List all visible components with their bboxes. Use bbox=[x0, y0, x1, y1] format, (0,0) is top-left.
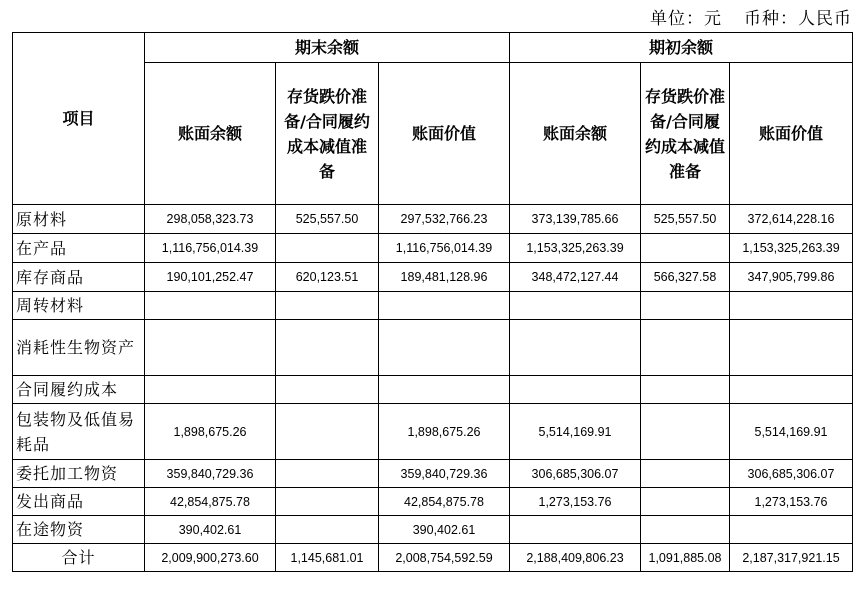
header-end-provision: 存货跌价准备/合同履约成本减值准备 bbox=[276, 63, 379, 205]
table-row bbox=[13, 376, 853, 404]
table-cell bbox=[641, 404, 730, 460]
inventory-table bbox=[12, 32, 853, 572]
header-begin-balance: 期初余额 bbox=[510, 33, 853, 63]
table-cell bbox=[730, 516, 853, 544]
table-cell bbox=[641, 460, 730, 488]
header-begin-book-value: 账面价值 bbox=[730, 63, 853, 205]
table-cell bbox=[730, 320, 853, 376]
table-cell bbox=[510, 292, 641, 320]
table-cell bbox=[276, 234, 379, 263]
header-begin-provision: 存货跌价准备/合同履约成本减值准备 bbox=[641, 63, 730, 205]
table-cell: 1,116,756,014.39 bbox=[379, 234, 510, 263]
table-cell bbox=[379, 292, 510, 320]
table-cell bbox=[730, 376, 853, 404]
table-cell: 42,854,875.78 bbox=[145, 488, 276, 516]
table-cell: 390,402.61 bbox=[145, 516, 276, 544]
table-cell: 190,101,252.47 bbox=[145, 263, 276, 292]
table-cell bbox=[145, 376, 276, 404]
table-row bbox=[13, 292, 853, 320]
table-cell: 1,153,325,263.39 bbox=[510, 234, 641, 263]
table-cell bbox=[641, 376, 730, 404]
table-cell bbox=[641, 516, 730, 544]
table-cell bbox=[276, 460, 379, 488]
row-label: 库存商品 bbox=[13, 263, 145, 292]
table-cell: 1,091,885.08 bbox=[641, 544, 730, 572]
table-cell: 1,273,153.76 bbox=[730, 488, 853, 516]
header-begin-book-balance: 账面余额 bbox=[510, 63, 641, 205]
table-cell: 297,532,766.23 bbox=[379, 205, 510, 234]
table-row bbox=[13, 205, 853, 234]
table-row bbox=[13, 488, 853, 516]
header-end-book-value: 账面价值 bbox=[379, 63, 510, 205]
table-cell: 359,840,729.36 bbox=[379, 460, 510, 488]
table-cell bbox=[510, 516, 641, 544]
row-label: 在途物资 bbox=[13, 516, 145, 544]
table-row bbox=[13, 516, 853, 544]
table-cell: 2,187,317,921.15 bbox=[730, 544, 853, 572]
table-cell: 5,514,169.91 bbox=[730, 404, 853, 460]
table-cell bbox=[276, 320, 379, 376]
row-label: 委托加工物资 bbox=[13, 460, 145, 488]
table-cell: 359,840,729.36 bbox=[145, 460, 276, 488]
unit-currency-line bbox=[0, 4, 852, 29]
table-cell bbox=[510, 320, 641, 376]
table-cell bbox=[641, 292, 730, 320]
row-label: 在产品 bbox=[13, 234, 145, 263]
table-row bbox=[13, 263, 853, 292]
table-cell bbox=[145, 320, 276, 376]
table-cell: 42,854,875.78 bbox=[379, 488, 510, 516]
row-label: 原材料 bbox=[13, 205, 145, 234]
table-cell: 189,481,128.96 bbox=[379, 263, 510, 292]
header-item: 项目 bbox=[13, 33, 145, 205]
table-row bbox=[13, 404, 853, 460]
table-cell: 620,123.51 bbox=[276, 263, 379, 292]
table-cell bbox=[730, 292, 853, 320]
table-cell: 306,685,306.07 bbox=[730, 460, 853, 488]
table-cell bbox=[641, 234, 730, 263]
row-label: 消耗性生物资产 bbox=[13, 320, 145, 376]
table-cell bbox=[276, 488, 379, 516]
table-cell: 1,145,681.01 bbox=[276, 544, 379, 572]
table-cell: 525,557.50 bbox=[641, 205, 730, 234]
table-row bbox=[13, 460, 853, 488]
table-cell: 372,614,228.16 bbox=[730, 205, 853, 234]
table-row bbox=[13, 320, 853, 376]
currency-label: 币种：人民币 bbox=[744, 9, 852, 29]
table-cell bbox=[379, 376, 510, 404]
table-cell: 347,905,799.86 bbox=[730, 263, 853, 292]
total-row bbox=[13, 544, 853, 572]
table-cell: 1,898,675.26 bbox=[145, 404, 276, 460]
table-cell: 348,472,127.44 bbox=[510, 263, 641, 292]
table-cell: 306,685,306.07 bbox=[510, 460, 641, 488]
table-cell bbox=[145, 292, 276, 320]
table-cell bbox=[276, 376, 379, 404]
table-cell: 1,116,756,014.39 bbox=[145, 234, 276, 263]
table-cell: 373,139,785.66 bbox=[510, 205, 641, 234]
table-cell bbox=[276, 292, 379, 320]
table-cell: 566,327.58 bbox=[641, 263, 730, 292]
unit-label: 单位：元 bbox=[650, 9, 722, 29]
table-cell: 525,557.50 bbox=[276, 205, 379, 234]
table-cell: 298,058,323.73 bbox=[145, 205, 276, 234]
row-label: 周转材料 bbox=[13, 292, 145, 320]
table-cell: 2,188,409,806.23 bbox=[510, 544, 641, 572]
table-cell: 2,008,754,592.59 bbox=[379, 544, 510, 572]
table-cell: 2,009,900,273.60 bbox=[145, 544, 276, 572]
row-label: 合同履约成本 bbox=[13, 376, 145, 404]
row-label: 包装物及低值易耗品 bbox=[13, 404, 145, 460]
table-cell bbox=[641, 320, 730, 376]
table-cell bbox=[276, 404, 379, 460]
table-cell: 1,153,325,263.39 bbox=[730, 234, 853, 263]
table-row bbox=[13, 234, 853, 263]
table-cell: 390,402.61 bbox=[379, 516, 510, 544]
table-cell: 1,898,675.26 bbox=[379, 404, 510, 460]
table-cell bbox=[379, 320, 510, 376]
total-label: 合计 bbox=[13, 544, 145, 572]
header-end-balance: 期末余额 bbox=[145, 33, 510, 63]
table-cell bbox=[510, 376, 641, 404]
table-cell bbox=[276, 516, 379, 544]
table-cell: 1,273,153.76 bbox=[510, 488, 641, 516]
table-cell: 5,514,169.91 bbox=[510, 404, 641, 460]
header-end-book-balance: 账面余额 bbox=[145, 63, 276, 205]
table-cell bbox=[641, 488, 730, 516]
row-label: 发出商品 bbox=[13, 488, 145, 516]
